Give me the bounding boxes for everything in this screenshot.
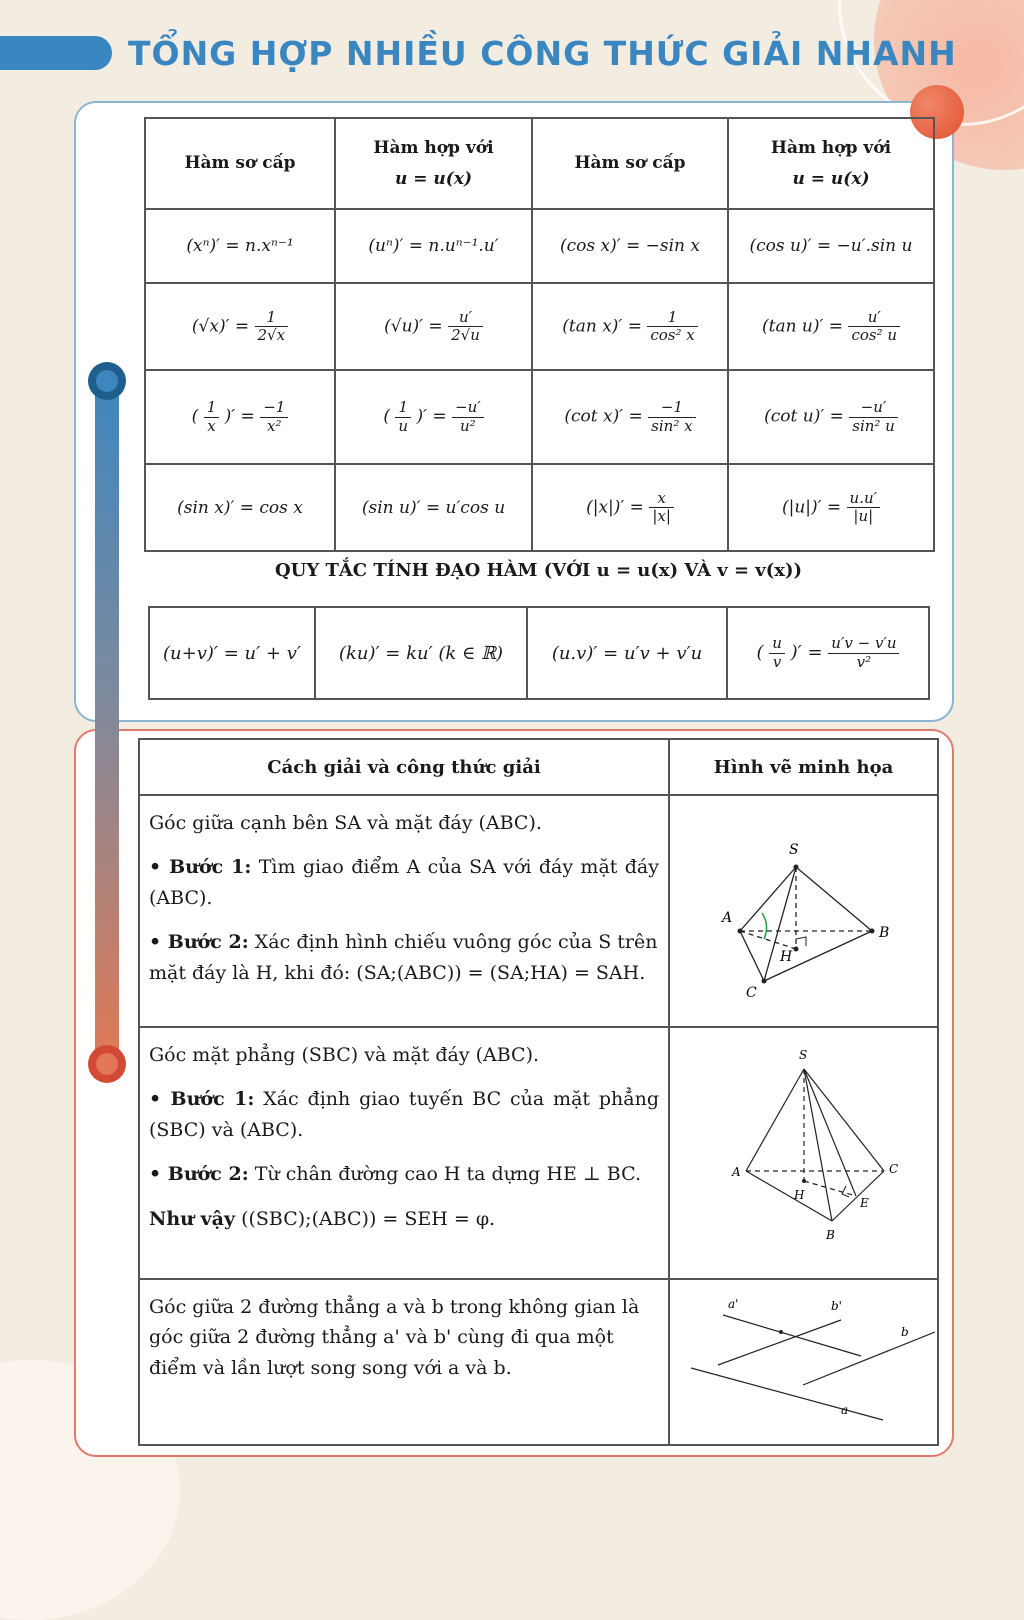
method-cell — [139, 795, 669, 1027]
header-elementary: Hàm sơ cấp — [532, 118, 728, 209]
label-e: E — [859, 1195, 869, 1210]
rule-product: (u.v)′ = u′v + v′u — [527, 607, 727, 699]
illustration-cell — [669, 795, 938, 1027]
header-method: Cách giải và công thức giải — [139, 739, 669, 795]
method-intro: Góc giữa cạnh bên SA và mặt đáy (ABC). — [149, 812, 542, 834]
geometry-table — [138, 738, 939, 1446]
label-h: H — [779, 948, 792, 965]
label-s: S — [798, 1047, 807, 1062]
rail-top-knob — [88, 362, 126, 400]
table-row — [145, 370, 934, 464]
label-b: B — [825, 1227, 835, 1242]
method-step: • Bước 1: Xác định giao tuyến BC của mặt phẳng (SBC) và (ABC). — [149, 1088, 659, 1141]
geometry-header-row — [139, 739, 938, 795]
formula-cell: ( $\frac{1}{x}$ )′ = $\frac{-1}{\text{x²}}$ — [145, 370, 335, 464]
formula-cell: (|x|)′ = $\frac{x}{|x|}$ — [532, 464, 728, 551]
label-b-prime: b' — [830, 1298, 842, 1313]
formula-cell: (cot x)′ = $\frac{-1}{\text{sin² x}}$ — [532, 370, 728, 464]
derivative-header-row — [145, 118, 934, 209]
formula-cell: (√x)′ = $\frac{1}{2√x}$ — [145, 283, 335, 370]
formula-cell: ( $\frac{1}{u}$ )′ = $\frac{-u'}{\text{u²}}$ — [335, 370, 532, 464]
header-composite: Hàm hợp với u = u(x) — [728, 118, 934, 209]
method-conclusion: Như vậy ((SBC);(ABC)) = SEH = φ. — [149, 1207, 496, 1230]
formula-cell: (sin x)′ = cos x — [145, 464, 335, 551]
method-intro: Góc mặt phẳng (SBC) và mặt đáy (ABC). — [149, 1044, 540, 1066]
label-s: S — [788, 841, 799, 858]
rail-bottom-knob — [88, 1045, 126, 1083]
rule-constant: (ku)′ = ku′ (k ∈ ℝ) — [315, 607, 527, 699]
method-step: • Bước 2: Xác định hình chiếu vuông góc của S trên mặt đáy là H, khi đó: (SA;(ABC)) = (SA;HA) = SAH. — [149, 931, 658, 984]
method-step: • Bước 2: Từ chân đường cao H ta dựng HE ⊥ BC. — [149, 1163, 641, 1186]
table-row — [139, 795, 938, 1027]
illustration-cell — [669, 1027, 938, 1279]
rules-title: QUY TẮC TÍNH ĐẠO HÀM (VỚI u = u(x) VÀ v = v(x)) — [274, 560, 803, 581]
rule-sum: (u+v)′ = u′ + v′ — [149, 607, 315, 699]
label-b: B — [878, 924, 889, 941]
label-b: b — [900, 1324, 909, 1339]
formula-cell: (cos u)′ = −u′.sin u — [728, 209, 934, 283]
method-cell — [139, 1279, 669, 1445]
label-a: a — [840, 1402, 848, 1417]
formula-cell: (uⁿ)′ = n.uⁿ⁻¹.u′ — [335, 209, 532, 283]
rule-quotient: ( $\frac{u}{v}$ )′ = $\frac{u'v - v'u}{\text{v²}}$ — [727, 607, 929, 699]
method-cell — [139, 1027, 669, 1279]
formula-cell: (cos x)′ = −sin x — [532, 209, 728, 283]
illustration-cell — [669, 1279, 938, 1445]
formula-cell: (tan x)′ = $\frac{1}{\text{cos² x}}$ — [532, 283, 728, 370]
skew-lines-illustration — [673, 1290, 935, 1430]
table-row — [139, 1027, 938, 1279]
formula-cell: (cot u)′ = $\frac{-u'}{\text{sin² u}}$ — [728, 370, 934, 464]
header-elementary: Hàm sơ cấp — [145, 118, 335, 209]
decor-rail — [95, 372, 119, 1064]
title-accent-bar — [0, 36, 112, 70]
formula-cell: (√u)′ = $\frac{u'}{2√u}$ — [335, 283, 532, 370]
rules-table — [148, 606, 930, 700]
table-row — [139, 1279, 938, 1445]
pyramid-sa-illustration — [674, 809, 934, 1009]
derivative-table — [144, 117, 935, 552]
label-a: A — [731, 1164, 741, 1179]
table-row — [145, 209, 934, 283]
table-row — [149, 607, 929, 699]
label-a: A — [721, 909, 732, 926]
label-c: C — [745, 984, 757, 1001]
method-text: Góc giữa 2 đường thẳng a và b trong không gian là góc giữa 2 đường thẳng a' và b' cùng đi qua một điểm và lần lượt song song với a và b. — [149, 1296, 640, 1379]
page-title: TỔNG HỢP NHIỀU CÔNG THỨC GIẢI NHANH — [128, 34, 957, 73]
header-composite: Hàm hợp với u = u(x) — [335, 118, 532, 209]
formula-cell: (xⁿ)′ = n.xⁿ⁻¹ — [145, 209, 335, 283]
formula-cell: (|u|)′ = $\frac{u.u'}{|u|}$ — [728, 464, 934, 551]
method-step: • Bước 1: Tìm giao điểm A của SA với đáy mặt đáy (ABC). — [149, 856, 659, 909]
formula-cell: (tan u)′ = $\frac{u'}{\text{cos² u}}$ — [728, 283, 934, 370]
table-row — [145, 464, 934, 551]
pyramid-sbc-illustration — [674, 1041, 934, 1261]
label-c: C — [888, 1161, 898, 1176]
table-row — [145, 283, 934, 370]
label-a-prime: a' — [727, 1296, 738, 1311]
formula-cell: (sin u)′ = u′cos u — [335, 464, 532, 551]
header-illustration: Hình vẽ minh họa — [669, 739, 938, 795]
label-h: H — [793, 1187, 804, 1202]
